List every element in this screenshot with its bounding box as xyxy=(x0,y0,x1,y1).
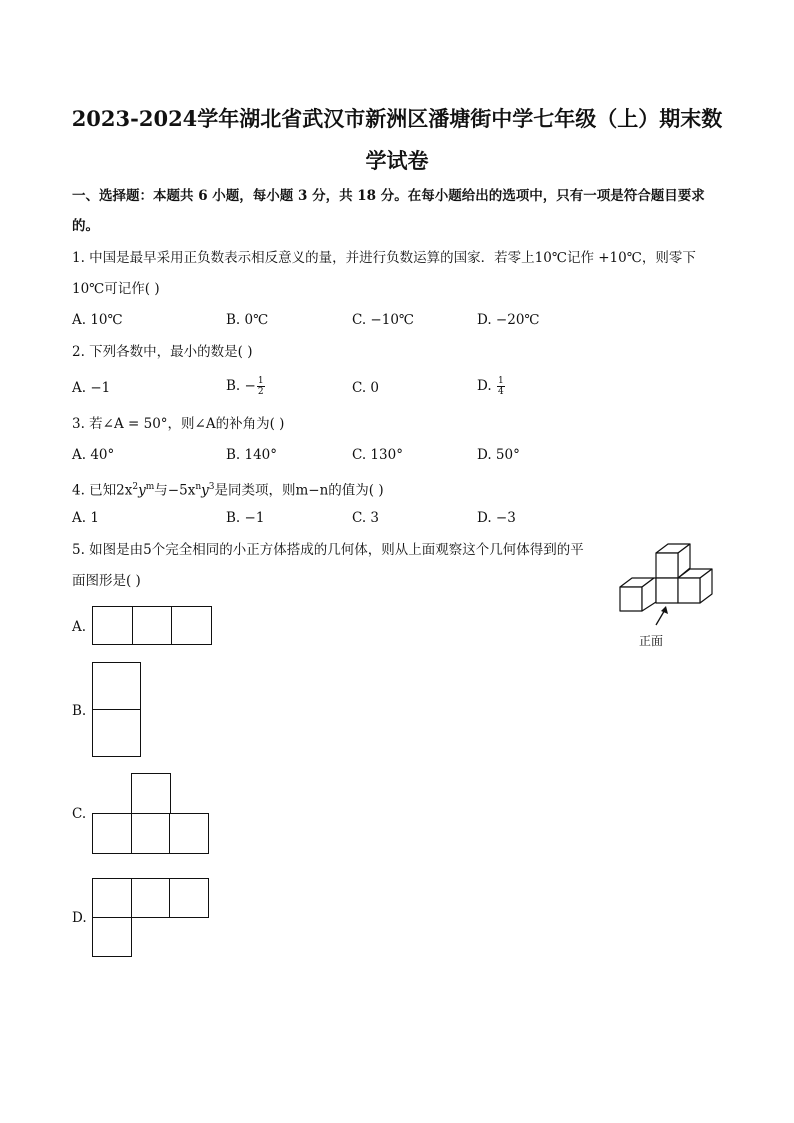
fraction-numerator: 1 xyxy=(497,376,504,386)
q2-option-a[interactable]: A. −1 xyxy=(72,380,111,396)
q1-stem-line-2: 10℃可记作( ) xyxy=(72,281,160,297)
q3-option-a[interactable]: A. 40° xyxy=(72,447,115,463)
q3-stem: 3. 若∠A = 50°，则∠A的补角为( ) xyxy=(72,416,285,432)
exam-title xyxy=(60,98,734,182)
grid-cell xyxy=(92,709,141,757)
fraction-numerator: 1 xyxy=(257,376,264,386)
grid-cell xyxy=(171,606,212,645)
grid-cell xyxy=(131,773,171,814)
grid-cell xyxy=(92,813,132,854)
q4-exponent: 2 xyxy=(132,482,139,492)
q4-exponent: 3 xyxy=(208,482,215,492)
title-line-1: 2023-2024学年湖北省武汉市新洲区潘塘街中学七年级（上）期末数 xyxy=(71,106,723,131)
q1-option-d[interactable]: D. −20℃ xyxy=(477,312,540,328)
q4-variable: y xyxy=(138,482,146,499)
q2-option-b-fraction xyxy=(257,376,265,397)
q1-option-c[interactable]: C. −10℃ xyxy=(352,312,415,328)
q2-option-b[interactable] xyxy=(226,376,265,397)
title-line-2: 学试卷 xyxy=(365,148,429,173)
cube-front-face xyxy=(678,578,700,603)
cube-front-face xyxy=(620,587,642,611)
grid-cell xyxy=(169,813,209,854)
q3-option-d[interactable]: D. 50° xyxy=(477,447,520,463)
grid-cell xyxy=(92,606,133,645)
q4-option-b[interactable]: B. −1 xyxy=(226,510,265,526)
q4-stem xyxy=(72,477,384,501)
q2-option-d[interactable] xyxy=(477,376,505,397)
q2-option-d-fraction xyxy=(497,376,505,397)
q1-option-b[interactable]: B. 0℃ xyxy=(226,312,269,328)
q5-figure-caption: 正面 xyxy=(639,634,664,648)
q2-option-b-label: B. − xyxy=(226,378,256,394)
q1-stem-line-1: 1. 中国是最早采用正负数表示相反意义的量，并进行负数运算的国家．若零上10℃记作 +10℃，则零下 xyxy=(72,250,696,266)
q4-option-c[interactable]: C. 3 xyxy=(352,510,380,526)
q4-exponent: n xyxy=(195,482,202,492)
q1-option-a[interactable]: A. 10℃ xyxy=(72,312,123,328)
q4-exponent: m xyxy=(145,482,155,492)
q5-cube-figure xyxy=(612,538,727,653)
q5-option-c-label[interactable]: C. xyxy=(72,806,87,822)
grid-cell xyxy=(169,878,209,918)
q4-stem-part: 与−5x xyxy=(154,482,196,499)
cube-front-face xyxy=(656,578,678,603)
q5-stem-line-1: 5. 如图是由5个完全相同的小正方体搭成的几何体，则从上面观察这个几何体得到的平 xyxy=(72,542,584,558)
grid-cell xyxy=(92,878,132,918)
q2-option-c[interactable]: C. 0 xyxy=(352,380,380,396)
q2-stem: 2. 下列各数中，最小的数是( ) xyxy=(72,344,253,360)
q3-option-c[interactable]: C. 130° xyxy=(352,447,403,463)
q5-option-b-label[interactable]: B. xyxy=(72,703,87,719)
q3-option-b[interactable]: B. 140° xyxy=(226,447,278,463)
section-header-line-1: 一、选择题：本题共 6 小题，每小题 3 分，共 18 分。在每小题给出的选项中，只有一项是符合题目要求 xyxy=(72,188,705,204)
q5-option-d-label[interactable]: D. xyxy=(72,910,87,926)
q4-option-d[interactable]: D. −3 xyxy=(477,510,516,526)
grid-cell xyxy=(92,917,132,957)
q5-option-a-label[interactable]: A. xyxy=(72,619,87,635)
q4-stem-part: 是同类项，则m−n的值为( ) xyxy=(214,482,384,499)
q2-option-d-label: D. xyxy=(477,378,496,394)
fraction-denominator: 4 xyxy=(497,387,504,397)
fraction-denominator: 2 xyxy=(257,387,264,397)
front-arrow-head xyxy=(661,606,668,614)
q5-stem-line-2: 面图形是( ) xyxy=(72,573,141,589)
grid-cell xyxy=(132,606,173,645)
grid-cell xyxy=(131,813,171,854)
q4-variable: y xyxy=(201,482,209,499)
q4-option-a[interactable]: A. 1 xyxy=(72,510,99,526)
section-header-line-2: 的。 xyxy=(72,218,99,234)
grid-cell xyxy=(92,662,141,710)
grid-cell xyxy=(131,878,171,918)
q4-stem-part: 4. 已知2x xyxy=(72,482,133,499)
cube-front-face xyxy=(656,553,678,578)
